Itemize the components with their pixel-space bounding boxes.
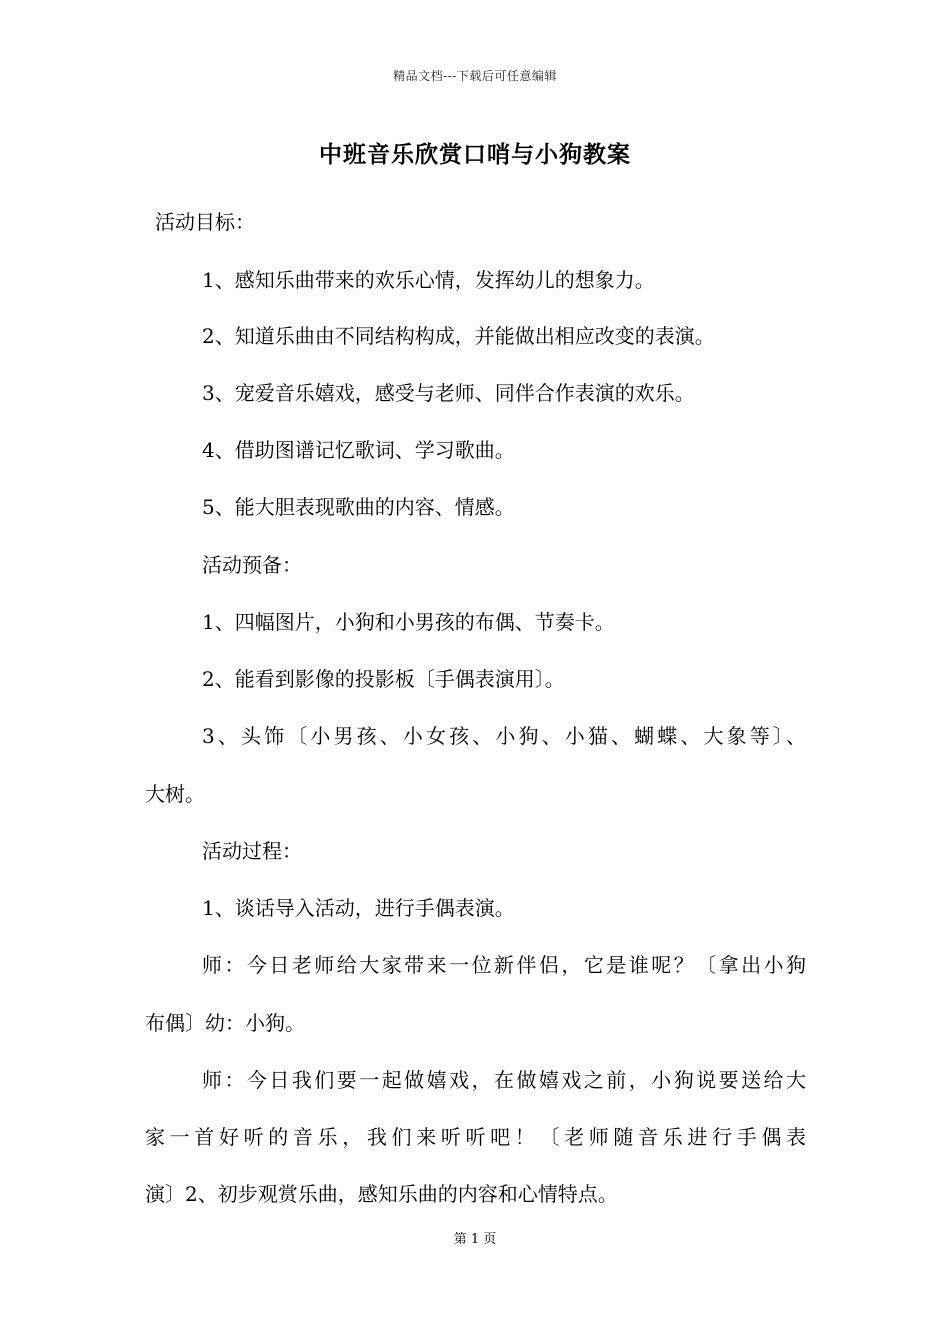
- page-header: 精品文档---下载后可任意编辑: [393, 69, 557, 83]
- process-item: 1、谈话导入活动，进行手偶表演。: [202, 896, 515, 920]
- goal-item: 1、感知乐曲带来的欢乐心情，发挥幼儿的想象力。: [202, 268, 655, 292]
- prep-item: 1、四幅图片，小狗和小男孩的布偶、节奏卡。: [202, 610, 615, 634]
- goal-item: 4、借助图谱记忆歌词、学习歌曲。: [202, 438, 515, 462]
- prep-item: 2、能看到影像的投影板〔手偶表演用〕。: [202, 667, 565, 691]
- prep-item-continued: 大树。: [145, 782, 205, 806]
- dialogue-line: 师：今日我们要一起做嬉戏，在做嬉戏之前，小狗说要送给大: [202, 1068, 806, 1092]
- dialogue-line: 家一首好听的音乐，我们来听听吧！〔老师随音乐进行手偶表: [145, 1125, 806, 1149]
- prep-heading: 活动预备：: [202, 553, 302, 577]
- goal-item: 5、能大胆表现歌曲的内容、情感。: [202, 495, 515, 519]
- page-number: 第 1 页: [453, 1232, 497, 1247]
- goals-heading: 活动目标：: [155, 210, 255, 234]
- dialogue-line: 布偶〕幼：小狗。: [145, 1011, 305, 1035]
- process-heading: 活动过程：: [202, 839, 302, 863]
- document-title: 中班音乐欣赏口哨与小狗教案: [319, 141, 631, 168]
- goal-item: 2、知道乐曲由不同结构构成，并能做出相应改变的表演。: [202, 324, 715, 348]
- dialogue-line: 演〕2、初步观赏乐曲，感知乐曲的内容和心情特点。: [145, 1182, 618, 1206]
- dialogue-line: 师：今日老师给大家带来一位新伴侣，它是谁呢？〔拿出小狗: [202, 953, 806, 977]
- prep-item: 3、头饰〔小男孩、小女孩、小狗、小猫、蝴蝶、大象等〕、: [202, 724, 806, 748]
- goal-item: 3、宠爱音乐嬉戏，感受与老师、同伴合作表演的欢乐。: [202, 381, 695, 405]
